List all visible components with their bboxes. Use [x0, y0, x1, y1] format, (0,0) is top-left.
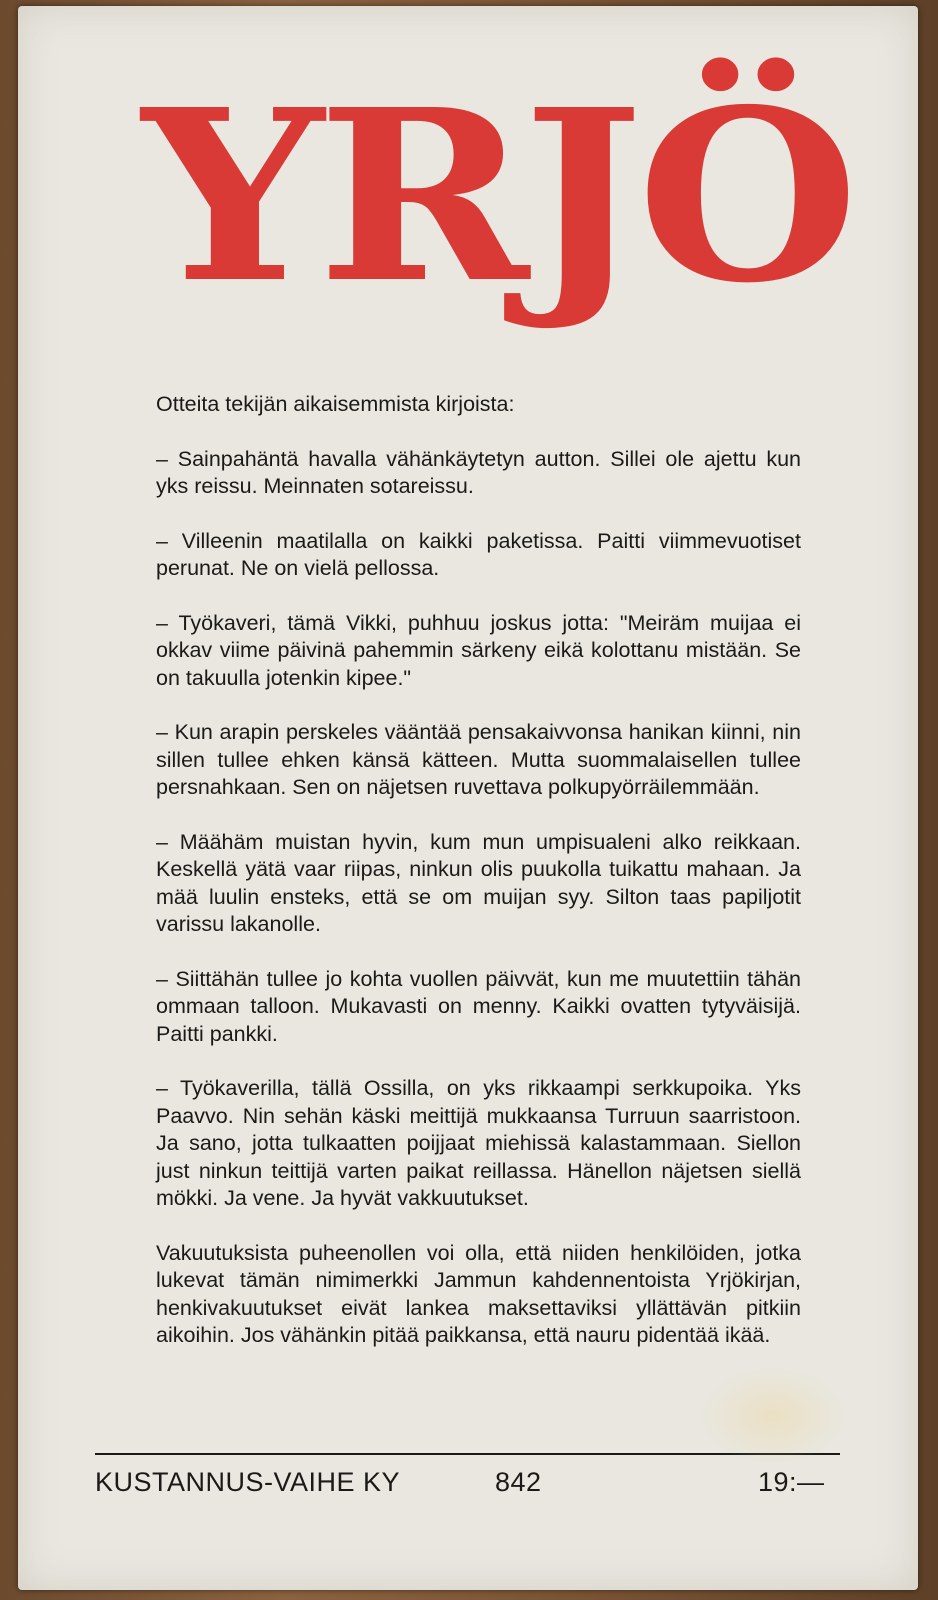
excerpt-paragraph: – Villeenin maatilalla on kaikki paketissa. Paitti viimmevuotiset perunat. Ne on vielä pellossa. — [156, 528, 801, 580]
price-label: 19:— — [758, 1467, 825, 1497]
book-title: YRJÖ — [142, 57, 853, 335]
excerpt-paragraph: – Siittähän tullee jo kohta vuollen päivvät, kun me muutettiin tähän ommaan talloon. Mukavasti on menny. Kaikki ovatten tytyväisijä. Paitti pankki. — [156, 966, 801, 1046]
footer — [95, 1462, 865, 1502]
back-cover-text — [156, 391, 801, 1377]
publisher-name: KUSTANNUS-VAIHE KY — [95, 1467, 401, 1497]
footer-divider — [95, 1453, 840, 1455]
closing-paragraph: Vakuutuksista puheenollen voi olla, että niiden henkilöiden, jotka lukevat tämän nimimerkki Jammun kahdennentoista Yrjökirjan, henkivakuutukset eivät lankea maksettaviksi yllättävän pitkiin aikoihin. Jos vähänkin pitää paikkansa, että nauru pidentää ikää. — [156, 1240, 801, 1347]
book-back-cover — [18, 6, 918, 1590]
excerpt-paragraph: – Kun arapin perskeles vääntää pensakaivvonsa hanikan kiinni, nin sillen tullee ehken känsä kätteen. Mutta suommalaisellen tullee persnahkaan. Sen on näjetsen ruvettava polkupyörräilemmään. — [156, 720, 801, 799]
catalog-number: 842 — [495, 1467, 542, 1497]
intro-line: Otteita tekijän aikaisemmista kirjoista: — [156, 392, 515, 416]
excerpt-paragraph: – Määhäm muistan hyvin, kum mun umpisualeni alko reikkaan. Keskellä yätä vaar riipas, ninkun olis puukolla tuikattu mahaan. Ja mää luulin ensteks, että se om muijan syy. Silton taas papiljotit varissu lakanolle. — [156, 829, 801, 936]
excerpt-paragraph: – Työkaverilla, tällä Ossilla, on yks rikkaampi serkkupoika. Yks Paavvo. Nin sehän käski meittijä mukkaansa Turruun saarristoon. Ja sano, jotta tulkaatten poijjaat miehissä kalastammaan. Siellon just ninkun teittijä varten paikat reillassa. Hänellon näjetsen siellä mökki. Ja vene. Ja hyvät vakkuutukset. — [156, 1076, 801, 1210]
excerpt-paragraph: – Työkaveri, tämä Vikki, puhhuu joskus jotta: "Meiräm muijaa ei okkav viime päivinä pahemmin särkeny eikä kolottanu mistään. Se on takuulla jotenkin kipee." — [156, 610, 801, 690]
excerpt-paragraph: – Sainpahäntä havalla vähänkäytetyn autton. Sillei ole ajettu kun yks reissu. Meinnaten sotareissu. — [156, 446, 801, 498]
